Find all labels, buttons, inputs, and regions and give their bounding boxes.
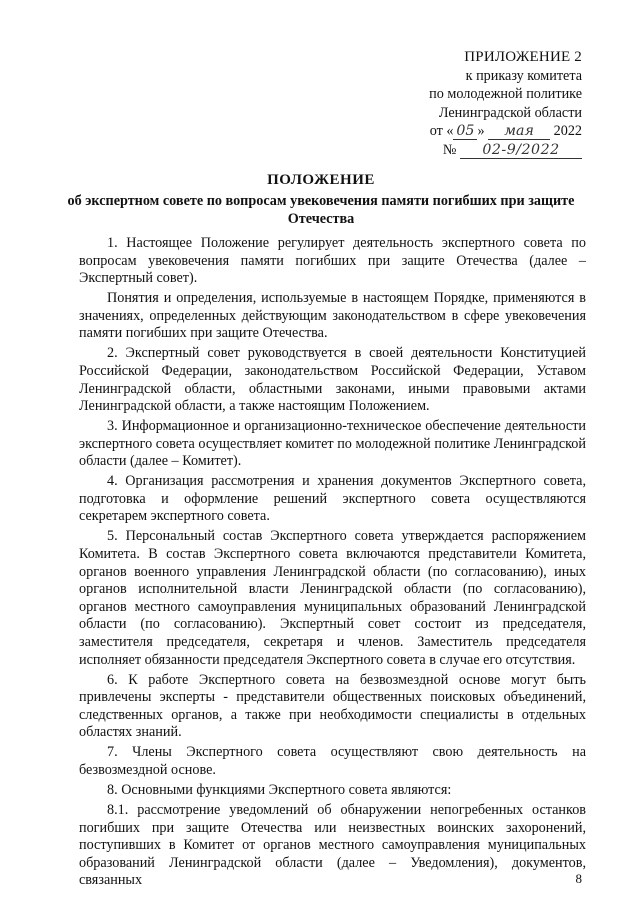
paragraph: 7. Члены Экспертного совета осуществляют свою деятельность на безвозмездной основе. <box>79 744 586 778</box>
paragraph: Понятия и определения, используемые в настоящем Порядке, применяются в значениях, определенных действующим законодательством в сфере увековечения памяти погибших при защите Отечества. <box>79 290 586 342</box>
appendix-title: ПРИЛОЖЕНИЕ 2 <box>464 49 582 65</box>
paragraph: 5. Персональный состав Экспертного совета утверждается распоряжением Комитета. В состав Экспертного совета включаются представители Комитета, органов военного управления Ленинградской области (по согласованию), иных органов исполнительной власти Ленинградской области (по согласованию), органов местного самоуправления муниципальных образований Ленинградской области (по согласованию). Экспертный совет состоит из председателя, заместителя председателя, секретаря и членов. Заместитель председателя исполняет обязанности председателя Экспертного совета в случае его отсутствия. <box>79 528 586 668</box>
appendix-line: Ленинградской области <box>438 104 582 121</box>
appendix-block <box>352 48 582 159</box>
appendix-line: по молодежной политике <box>429 86 582 102</box>
paragraph: 8. Основными функциями Экспертного совета являются: <box>107 781 452 798</box>
date-prefix: от « <box>429 123 454 139</box>
document-title: ПОЛОЖЕНИЕ <box>267 172 375 188</box>
page-number: 8 <box>575 871 582 886</box>
number-prefix: № <box>442 141 457 158</box>
paragraph: 1. Настоящее Положение регулирует деятельность экспертного совета по вопросам увековечения памяти погибших при защите Отечества (далее – Экспертный совет). <box>79 235 586 287</box>
paragraph: 8.1. рассмотрение уведомлений об обнаружении непогребенных останков погибших при защите Отечества или неизвестных воинских захоронений, поступивших в Комитет от органов местного самоуправления муниципальных образований Ленинградской области (далее – Уведомления), документов, связанных <box>79 801 586 889</box>
date-day-handwritten: 05 <box>453 124 477 140</box>
appendix-line: к приказу комитета <box>465 67 582 84</box>
document-body <box>79 235 586 892</box>
date-mid: » <box>477 123 485 139</box>
document-heading <box>56 170 586 228</box>
paragraph: 6. К работе Экспертного совета на безвозмездной основе могут быть привлечены эксперты - представители общественных поисковых объединений, следственных органов, а также при необходимости специалисты в отдельных областях знаний. <box>79 671 586 741</box>
date-month-handwritten: мая <box>488 124 550 140</box>
appendix-date <box>352 122 582 141</box>
paragraph: 3. Информационное и организационно-техническое обеспечение деятельности экспертного совета осуществляет комитет по молодежной политике Ленинградской области (далее – Комитет). <box>79 418 586 470</box>
order-number-handwritten: 02-9/2022 <box>460 143 582 159</box>
date-year: 2022 <box>553 123 582 139</box>
paragraph: 4. Организация рассмотрения и хранения документов Экспертного совета, подготовка и оформление решений экспертного совета осуществляются секретарем экспертного совета. <box>79 473 586 525</box>
document-subtitle: об экспертном совете по вопросам увековечения памяти погибших при защите Отечества <box>67 193 575 227</box>
paragraph: 2. Экспертный совет руководствуется в своей деятельности Конституцией Российской Федерации, законодательством Российской Федерации, Уставом Ленинградской области, областными законами, иными правовыми актами Ленинградской области, а также настоящим Положением. <box>79 345 586 415</box>
appendix-number <box>352 141 582 160</box>
